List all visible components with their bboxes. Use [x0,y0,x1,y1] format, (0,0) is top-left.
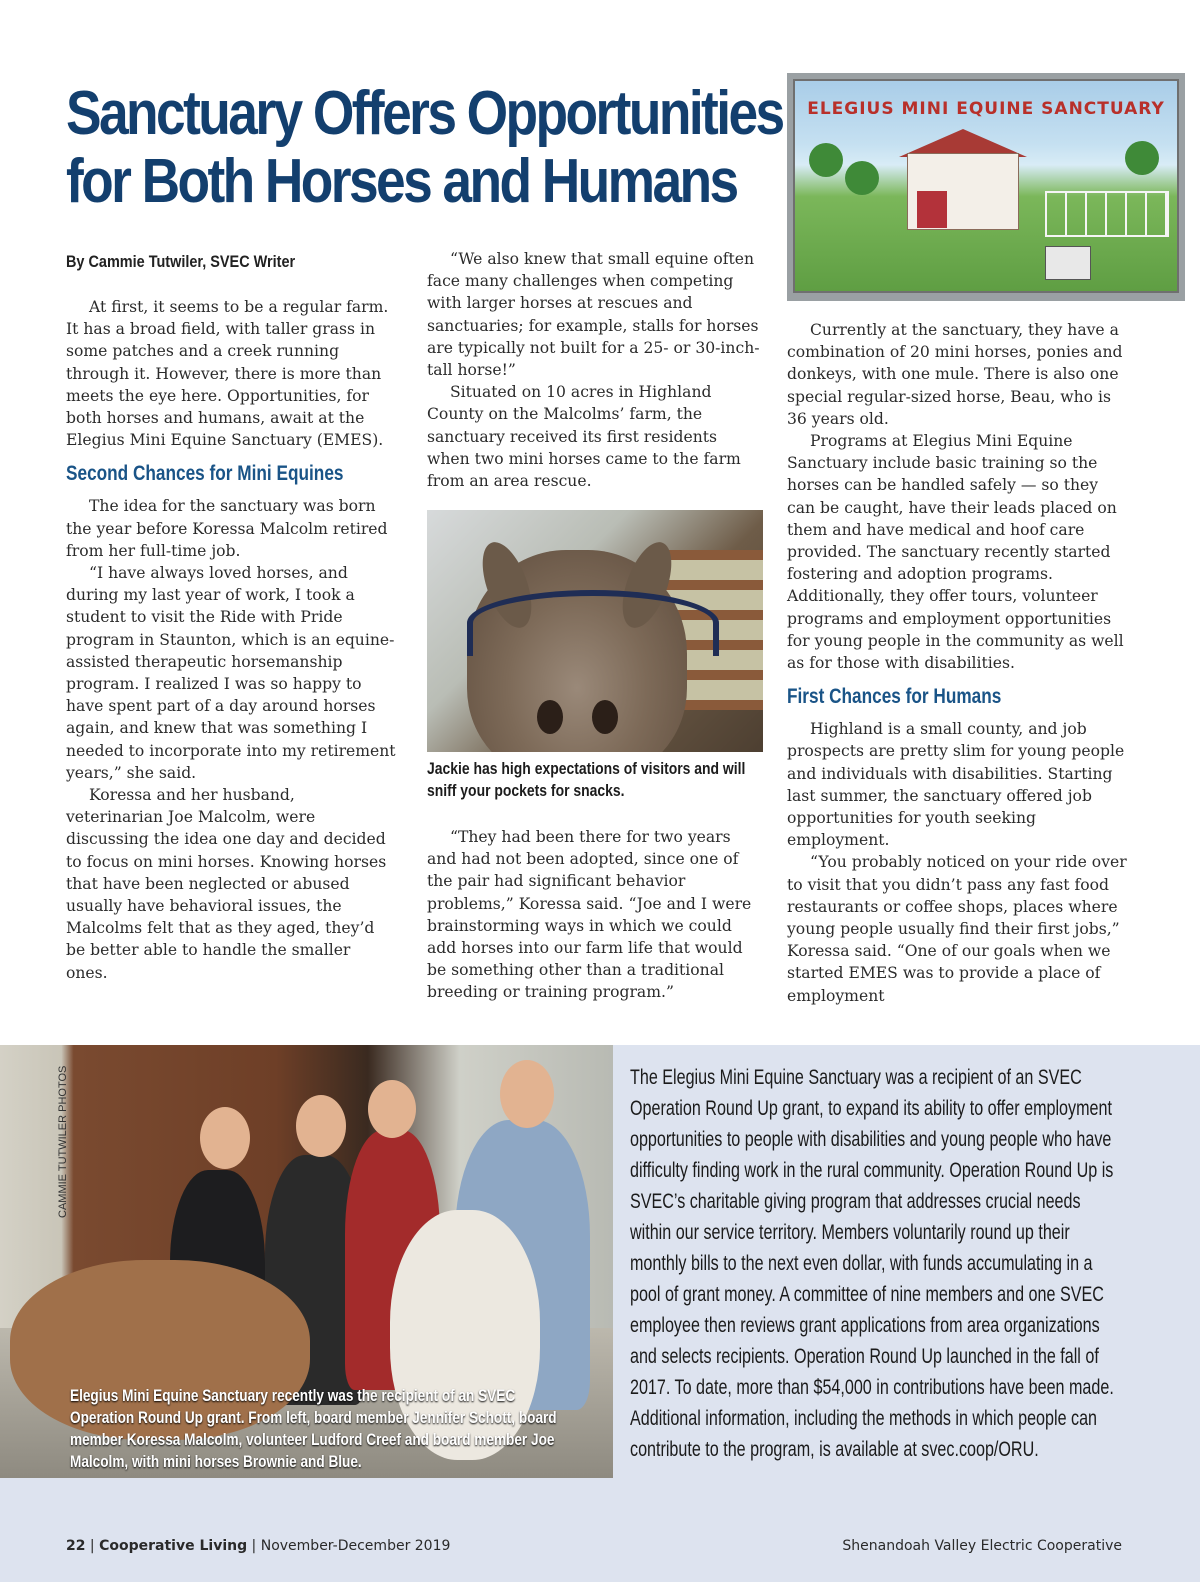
paragraph: Highland is a small county, and job prospects are pretty slim for young people and individuals with disabilities. Starting last summer, the sanctuary offered job opportunities for youth seeking employment. [787,720,1125,850]
paragraph: “I have always loved horses, and during my last year of work, I took a student to visit the Ride with Pride program in Staunton, which is an equine-assisted therapeutic horsemanship program. I realized I was so happy to have spent part of a day around horses again, and knew that was something I needed to incorporate into my retirement years,” she said. [66,564,396,782]
publication-name: Cooperative Living [99,1538,248,1554]
halter-graphic [467,590,719,656]
column-1 [66,296,396,984]
separator: | [85,1538,100,1554]
head-graphic [200,1107,250,1169]
tree-graphic [1125,141,1159,175]
article-title-line2: for Both Horses and Humans [66,147,737,216]
organization-name: Shenandoah Valley Electric Cooperative [842,1538,1122,1554]
tree-graphic [809,143,843,177]
donkey-photo-caption: Jackie has high expectations of visitors and will sniff your pockets for snacks. [427,759,746,800]
column-3 [787,319,1127,1007]
column-2-top [427,248,763,492]
subhead-second-chances: Second Chances for Mini Equines [66,462,344,486]
sign-text: ELEGIUS MINI EQUINE SANCTUARY [807,99,1165,119]
tree-graphic [845,161,879,195]
paragraph: At first, it seems to be a regular farm. It has a broad field, with taller grass in some patches and a creek running through it. However, there is more than meets the eye here. Opportunities, for both horses and humans, await at the Elegius Mini Equine Sanctuary (EMES). [66,298,389,450]
photo-credit: CAMMIE TUTWILER PHOTOS [57,1065,69,1218]
issue-date: November-December 2019 [260,1538,451,1554]
paragraph: Currently at the sanctuary, they have a combination of 20 mini horses, ponies and donkeys, with one mule. There is also one special regular-sized horse, Beau, who is 36 years old. [787,321,1123,428]
trailer-graphic [1045,246,1091,280]
paragraph: Koressa and her husband, veterinarian Joe Malcolm, were discussing the idea one day and decided to focus on mini horses. Knowing horses that have been neglected or abused usually have behavioral issues, the Malcolms felt that as they aged, they’d be better able to handle the smaller ones. [66,786,387,982]
sidebar-text: The Elegius Mini Equine Sanctuary was a recipient of an SVEC Operation Round Up grant, to expand its ability to offer employment opportunities to people with disabilities and young people who have difficulty finding work in the rural community. Operation Round Up is SVEC’s charitable giving program that addresses crucial needs within our service territory. Members voluntarily round up their monthly bills to the next even dollar, with funds accumulating in a pool of grant money. A committee of nine members and one SVEC employee then reviews grant applications from area organizations and selects recipients. Operation Round Up launched in the fall of 2017. To date, more than $54,000 in contributions have been made. Additional information, including the methods in which people can contribute to the program, is available at svec.coop/ORU. [630,1065,1114,1461]
separator: | [247,1538,261,1554]
group-photo-caption: Elegius Mini Equine Sanctuary recently was the recipient of an SVEC Operation Round Up grant. From left, board member Jennifer Schott, board member Koressa Malcolm, volunteer Ludford Creef and board member Joe Malcolm, with mini horses Brownie and Blue. [70,1386,557,1471]
paragraph: The idea for the sanctuary was born the year before Koressa Malcolm retired from her full-time job. [66,497,388,560]
paragraph: Situated on 10 acres in Highland County on the Malcolms’ farm, the sanctuary received its first residents when two mini horses came to the farm from an area rescue. [427,383,741,491]
byline: By Cammie Tutwiler, SVEC Writer [66,252,296,271]
sanctuary-sign-photo [787,73,1185,301]
head-graphic [500,1060,554,1128]
head-graphic [368,1080,416,1138]
head-graphic [296,1095,346,1157]
paragraph: Programs at Elegius Mini Equine Sanctuary include basic training so the horses can be handled safely — so they can be caught, have their leads placed on them and have medical and hoof care provided. The sanctuary recently started fostering and adoption programs. Additionally, they offer tours, volunteer programs and employment opportunities for young people in the community as well as for those with disabilities. [787,432,1124,673]
donkey-photo [427,510,763,752]
column-2-bottom [427,826,763,1004]
article-title-line1: Sanctuary Offers Opportunities [66,79,783,148]
paragraph: “You probably noticed on your ride over to visit that you didn’t pass any fast food restaurants or coffee shops, places where young people usually find their first jobs,” Koressa said. “One of our goals when we started EMES was to provide a place of employment [787,853,1127,1005]
footer-folio [66,1538,450,1554]
corral-graphic [1045,191,1169,237]
footer-band [0,1478,1200,1582]
subhead-first-chances: First Chances for Humans [787,685,1002,709]
barn-door-graphic [917,191,947,228]
paragraph: “We also knew that small equine often face many challenges when competing with larger horses at rescues and sanctuaries; for example, stalls for horses are typically not built for a 25- or 30-inch-tall horse!” [427,250,760,380]
sign-board [793,79,1179,293]
page-number: 22 [66,1538,86,1554]
article-title [66,79,783,216]
paragraph: “They had been there for two years and had not been adopted, since one of the pair had significant behavior problems,” Koressa said. “Joe and I were brainstorming ways in which we could add horses into our farm life that would be something other than a traditional breeding or training program.” [427,828,752,1002]
nostril-graphic [537,700,563,734]
nostril-graphic [592,700,618,734]
